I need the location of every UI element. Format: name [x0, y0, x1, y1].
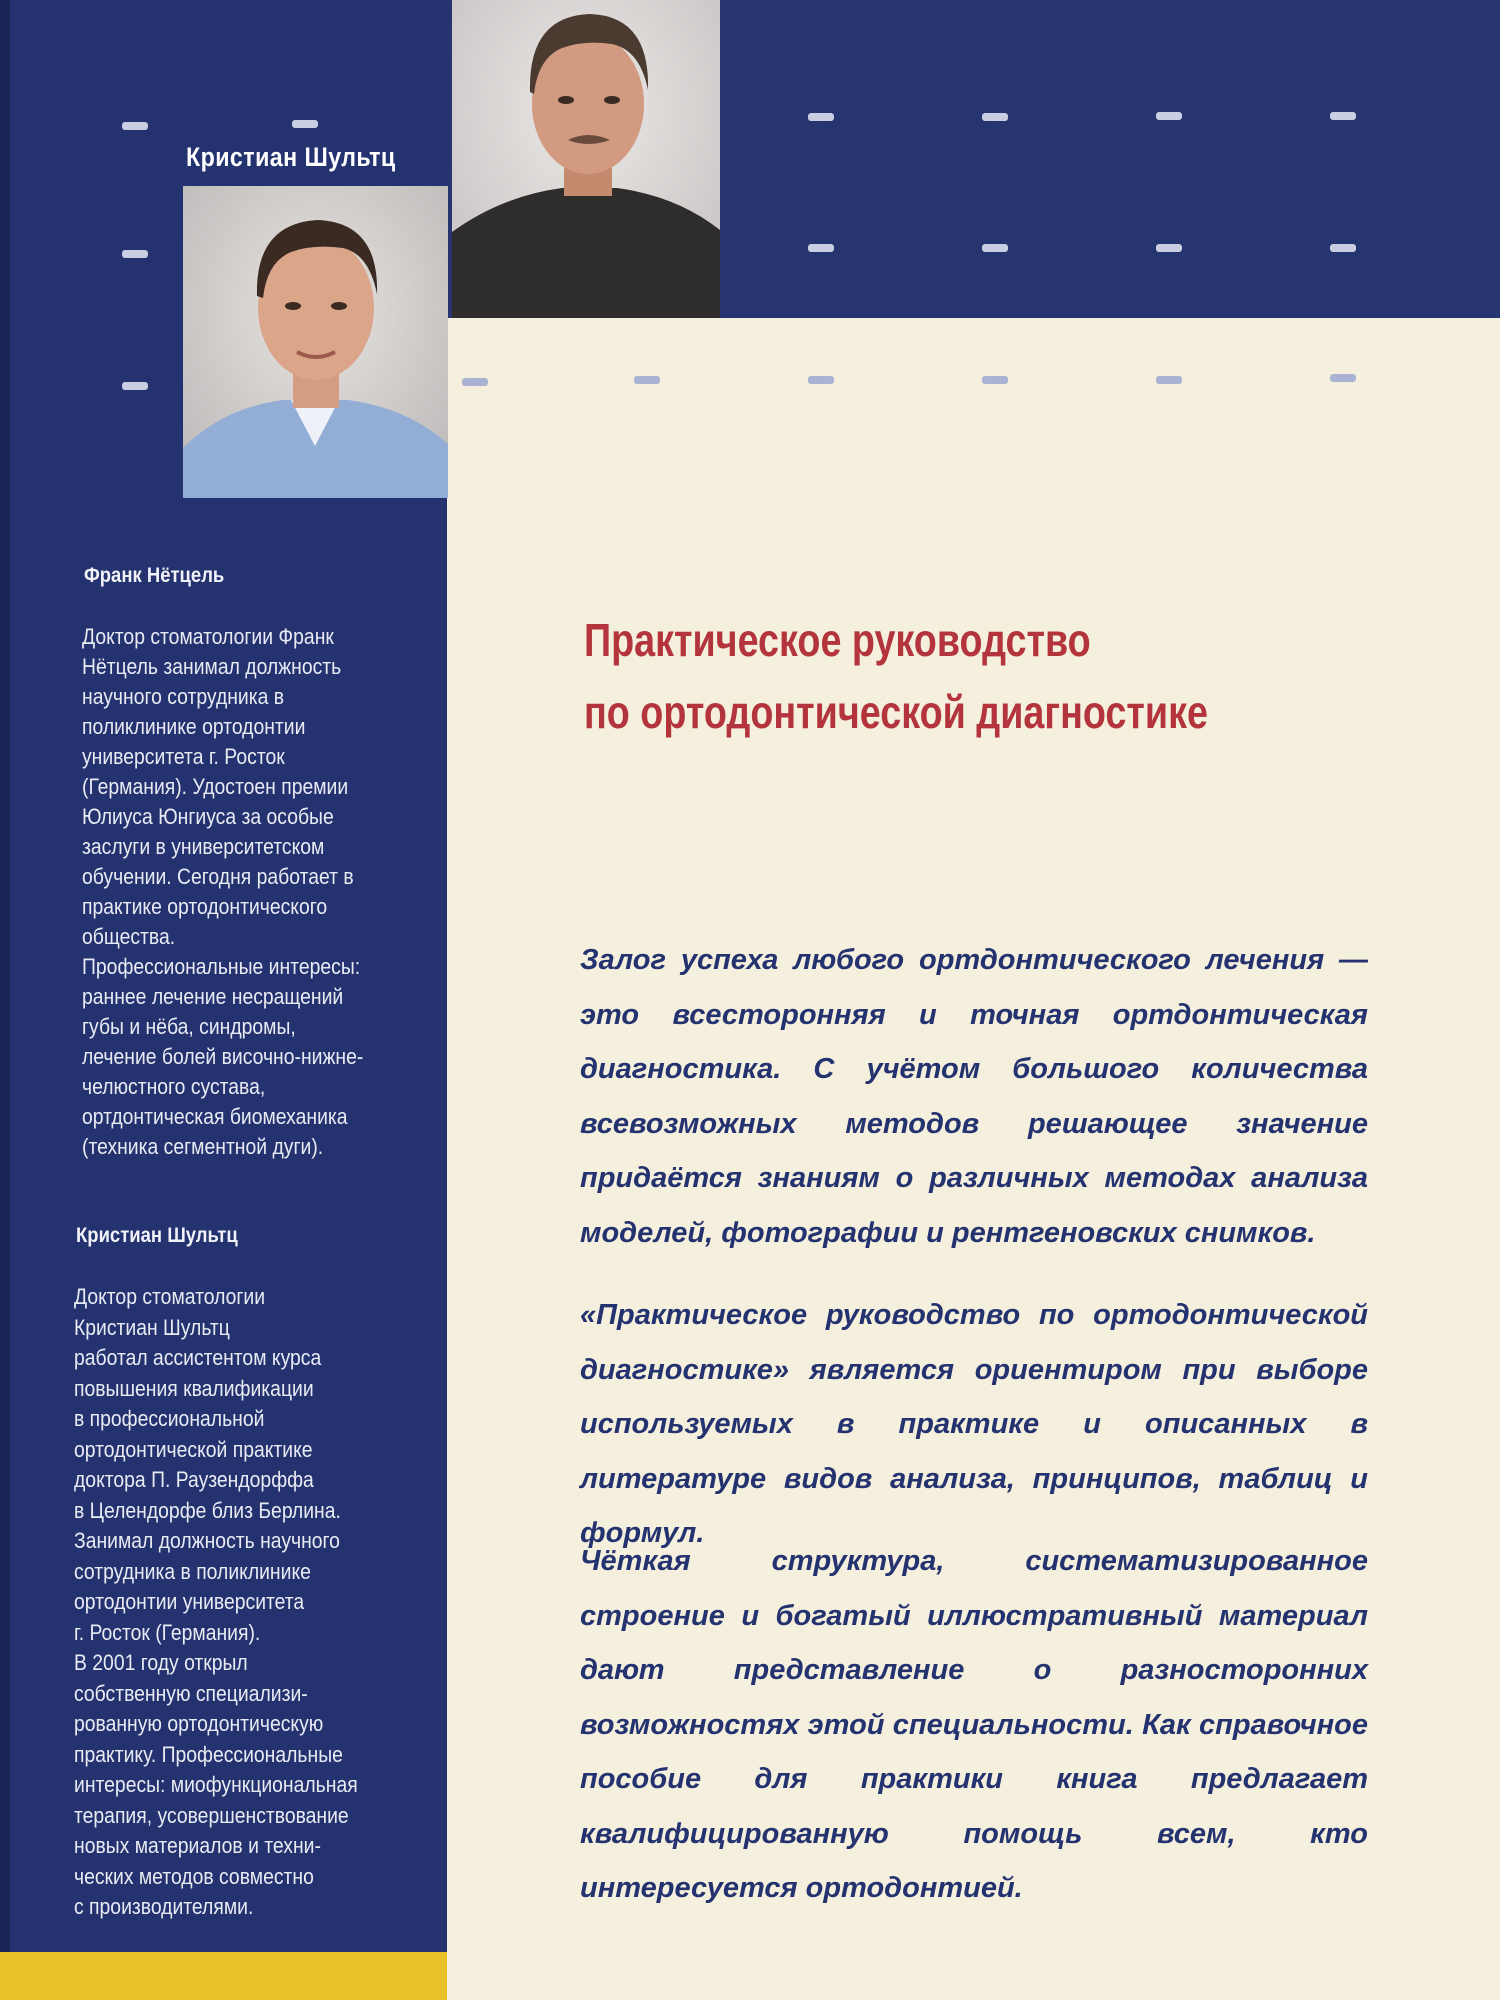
- decor-dash: [982, 113, 1008, 121]
- description-paragraph: Залог успеха любого ортдонтического лечения — это всесторонняя и точная ортдонтическая диагностика. С учётом большого количества всевозможных методов решающее значение придаётся знаниям о различных методах анализа моделей, фотографии и рентгеновских снимков.: [580, 944, 1368, 1249]
- decor-dash: [982, 376, 1008, 384]
- decor-dash: [1156, 376, 1182, 384]
- description-paragraph: «Практическое руководство по ортодонтической диагностике» является ориентиром при выборе используемых в практике и описанных в литературе видов анализа, принципов, таблиц и формул.: [580, 1299, 1368, 1549]
- author-name: Франк Нётцель: [84, 564, 225, 587]
- photo-caption: Кристиан Шультц: [186, 142, 396, 172]
- decor-dash: [982, 244, 1008, 252]
- decor-dash: [808, 244, 834, 252]
- decor-dash: [634, 376, 660, 384]
- decor-dash: [808, 113, 834, 121]
- decor-dash: [462, 378, 488, 386]
- decor-dash: [1330, 244, 1356, 252]
- decor-dash: [1330, 112, 1356, 120]
- author-name: Кристиан Шультц: [76, 1224, 238, 1247]
- decor-dash: [122, 250, 148, 258]
- description-paragraph: Чёткая структура, систематизированное строение и богатый иллюстративный материал дают представление о разносторонних возможностях этой специальности. Как справочное пособие для практики книга предлагает квалифицированную помощь всем, кто интересуется ортодонтией.: [580, 1545, 1368, 1904]
- author-photo-schultz: [183, 186, 448, 498]
- author-bio: Доктор стоматологии Франк Нётцель занимал должность научного сотрудника в поликлинике ортодонтии университета г. Росток (Германия). Удостоен премии Юлиуса Юнгиуса за особые заслуги в университетском обучении. Сегодня работает в практике ортодонтического общества. Профессиональные интересы: раннее лечение несращений губы и нёба, синдромы, лечение болей височно-нижне- челюстного сустава, ортдонтическая биомеханика (техника сегментной дуги).: [82, 624, 364, 1159]
- spine-edge: [0, 0, 10, 2000]
- book-title: Практическое руководство по ортодонтической диагностике: [584, 614, 1208, 738]
- yellow-footer-bar: [0, 1952, 447, 2000]
- decor-dash: [808, 376, 834, 384]
- decor-dash: [292, 120, 318, 128]
- decor-dash: [1330, 374, 1356, 382]
- decor-dash: [1156, 244, 1182, 252]
- author-photo-noetzel: [452, 0, 720, 318]
- decor-dash: [122, 122, 148, 130]
- decor-dash: [122, 382, 148, 390]
- decor-dash: [1156, 112, 1182, 120]
- author-bio: Доктор стоматологии Кристиан Шультц работал ассистентом курса повышения квалификации в профессиональной ортодонтической практике доктора П. Раузендорффа в Целендорфе близ Берлина. Занимал должность научного сотрудника в поликлинике ортодонтии университета г. Росток (Германия). В 2001 году открыл собственную специализи- рованную ортодонтическую практику. Профессиональные интересы: миофункциональная терапия, усовершенствование новых материалов и техни- ческих методов совместно с производителями.: [74, 1284, 358, 1919]
